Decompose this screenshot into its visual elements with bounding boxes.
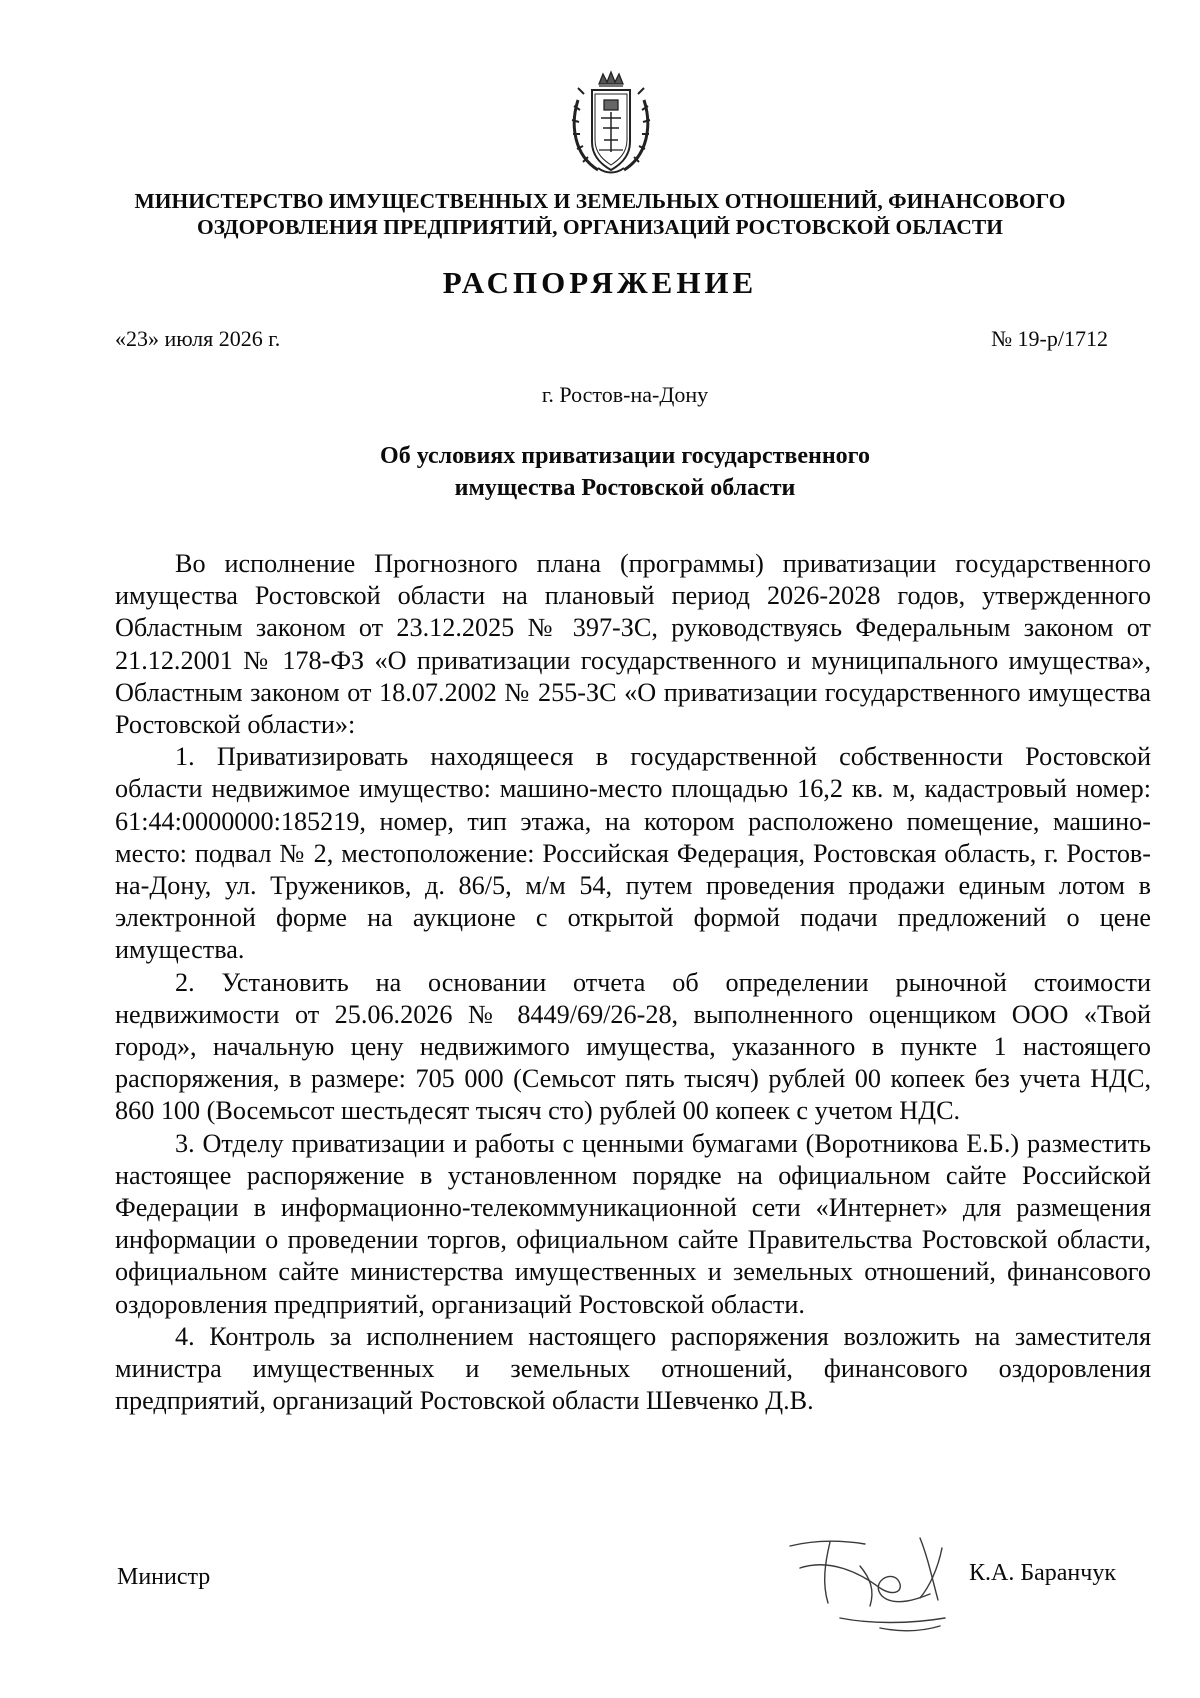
coat-of-arms-icon — [568, 70, 654, 178]
clause-4-paragraph: 4. Контроль за исполнением настоящего распоряжения возложить на заместителя министра имущественных и земельных отношений, финансового оздоровления предприятий, организаций Ростовской области Шевченко Д.В. — [115, 1321, 1151, 1416]
document-city: г. Ростов-на-Дону — [541, 382, 709, 407]
clause-3-paragraph: 3. Отделу приватизации и работы с ценными бумагами (Воротникова Е.Б.) разместить настоящее распоряжение в установленном порядке на официальном сайте Российской Федерации в информационно-телекоммуникационной сети «Интернет» для размещения информации о проведении торгов, официальном сайте Правительства Ростовской области, официальном сайте министерства имущественных и земельных отношений, финансового оздоровления предприятий, организаций Ростовской области. — [115, 1128, 1151, 1319]
document-date: «23» июля 2026 г. — [115, 326, 281, 351]
signatory-position: Министр — [117, 1564, 211, 1590]
subject-line-2: имущества Ростовской области — [454, 475, 796, 501]
preamble-paragraph: Во исполнение Прогнозного плана (программы) приватизации государственного имущества Ростовской области на плановый период 2026-2028 годов, утвержденного Областным законом от 23.12.2025 № 397-ЗС, руководствуясь Федеральным законом от 21.12.2001 № 178-ФЗ «О приватизации государственного и муниципального имущества», Областным законом от 18.07.2002 № 255-ЗС «О приватизации государственного имущества Ростовской области»: — [115, 549, 1151, 740]
clause-2-paragraph: 2. Установить на основании отчета об определении рыночной стоимости недвижимости от 25.06.2026 № 8449/69/26-28, выполненного оценщиком ООО «Твой город», начальную цену недвижимого имущества, указанного в пункте 1 настоящего распоряжения, в размере: 705 000 (Семьсот пять тысяч) рублей 00 копеек без учета НДС, 860 100 (Восемьсот шестьдесят тысяч сто) рублей 00 копеек с учетом НДС. — [115, 967, 1151, 1126]
ministry-header — [80, 188, 1120, 240]
document-number: № 19-р/1712 — [991, 326, 1108, 351]
subject-line-1: Об условиях приватизации государственного — [380, 443, 870, 469]
ministry-line-2: ОЗДОРОВЛЕНИЯ ПРЕДПРИЯТИЙ, ОРГАНИЗАЦИЙ РОСТОВСКОЙ ОБЛАСТИ — [197, 215, 1003, 239]
signatory-name: К.А. Баранчук — [969, 1560, 1116, 1586]
document-type-title: РАСПОРЯЖЕНИЕ — [442, 265, 758, 300]
document-subject — [0, 440, 1200, 504]
handwritten-signature — [770, 1528, 970, 1638]
ministry-line-1: МИНИСТЕРСТВО ИМУЩЕСТВЕННЫХ И ЗЕМЕЛЬНЫХ ОТНОШЕНИЙ, ФИНАНСОВОГО — [134, 189, 1066, 213]
document-body — [115, 548, 1151, 1417]
clause-1-paragraph: 1. Приватизировать находящееся в государственной собственности Ростовской области недвижимое имущество: машино-место площадью 16,2 кв. м, кадастровый номер: 61:44:0000000:185219, номер, тип этажа, на котором расположено помещение, машино-место: подвал № 2, местоположение: Российская Федерация, Ростовская область, г. Ростов-на-Дону, ул. Тружеников, д. 86/5, м/м 54, путем проведения продажи единым лотом в электронной форме на аукционе с открытой формой подачи предложений о цене имущества. — [115, 742, 1151, 965]
